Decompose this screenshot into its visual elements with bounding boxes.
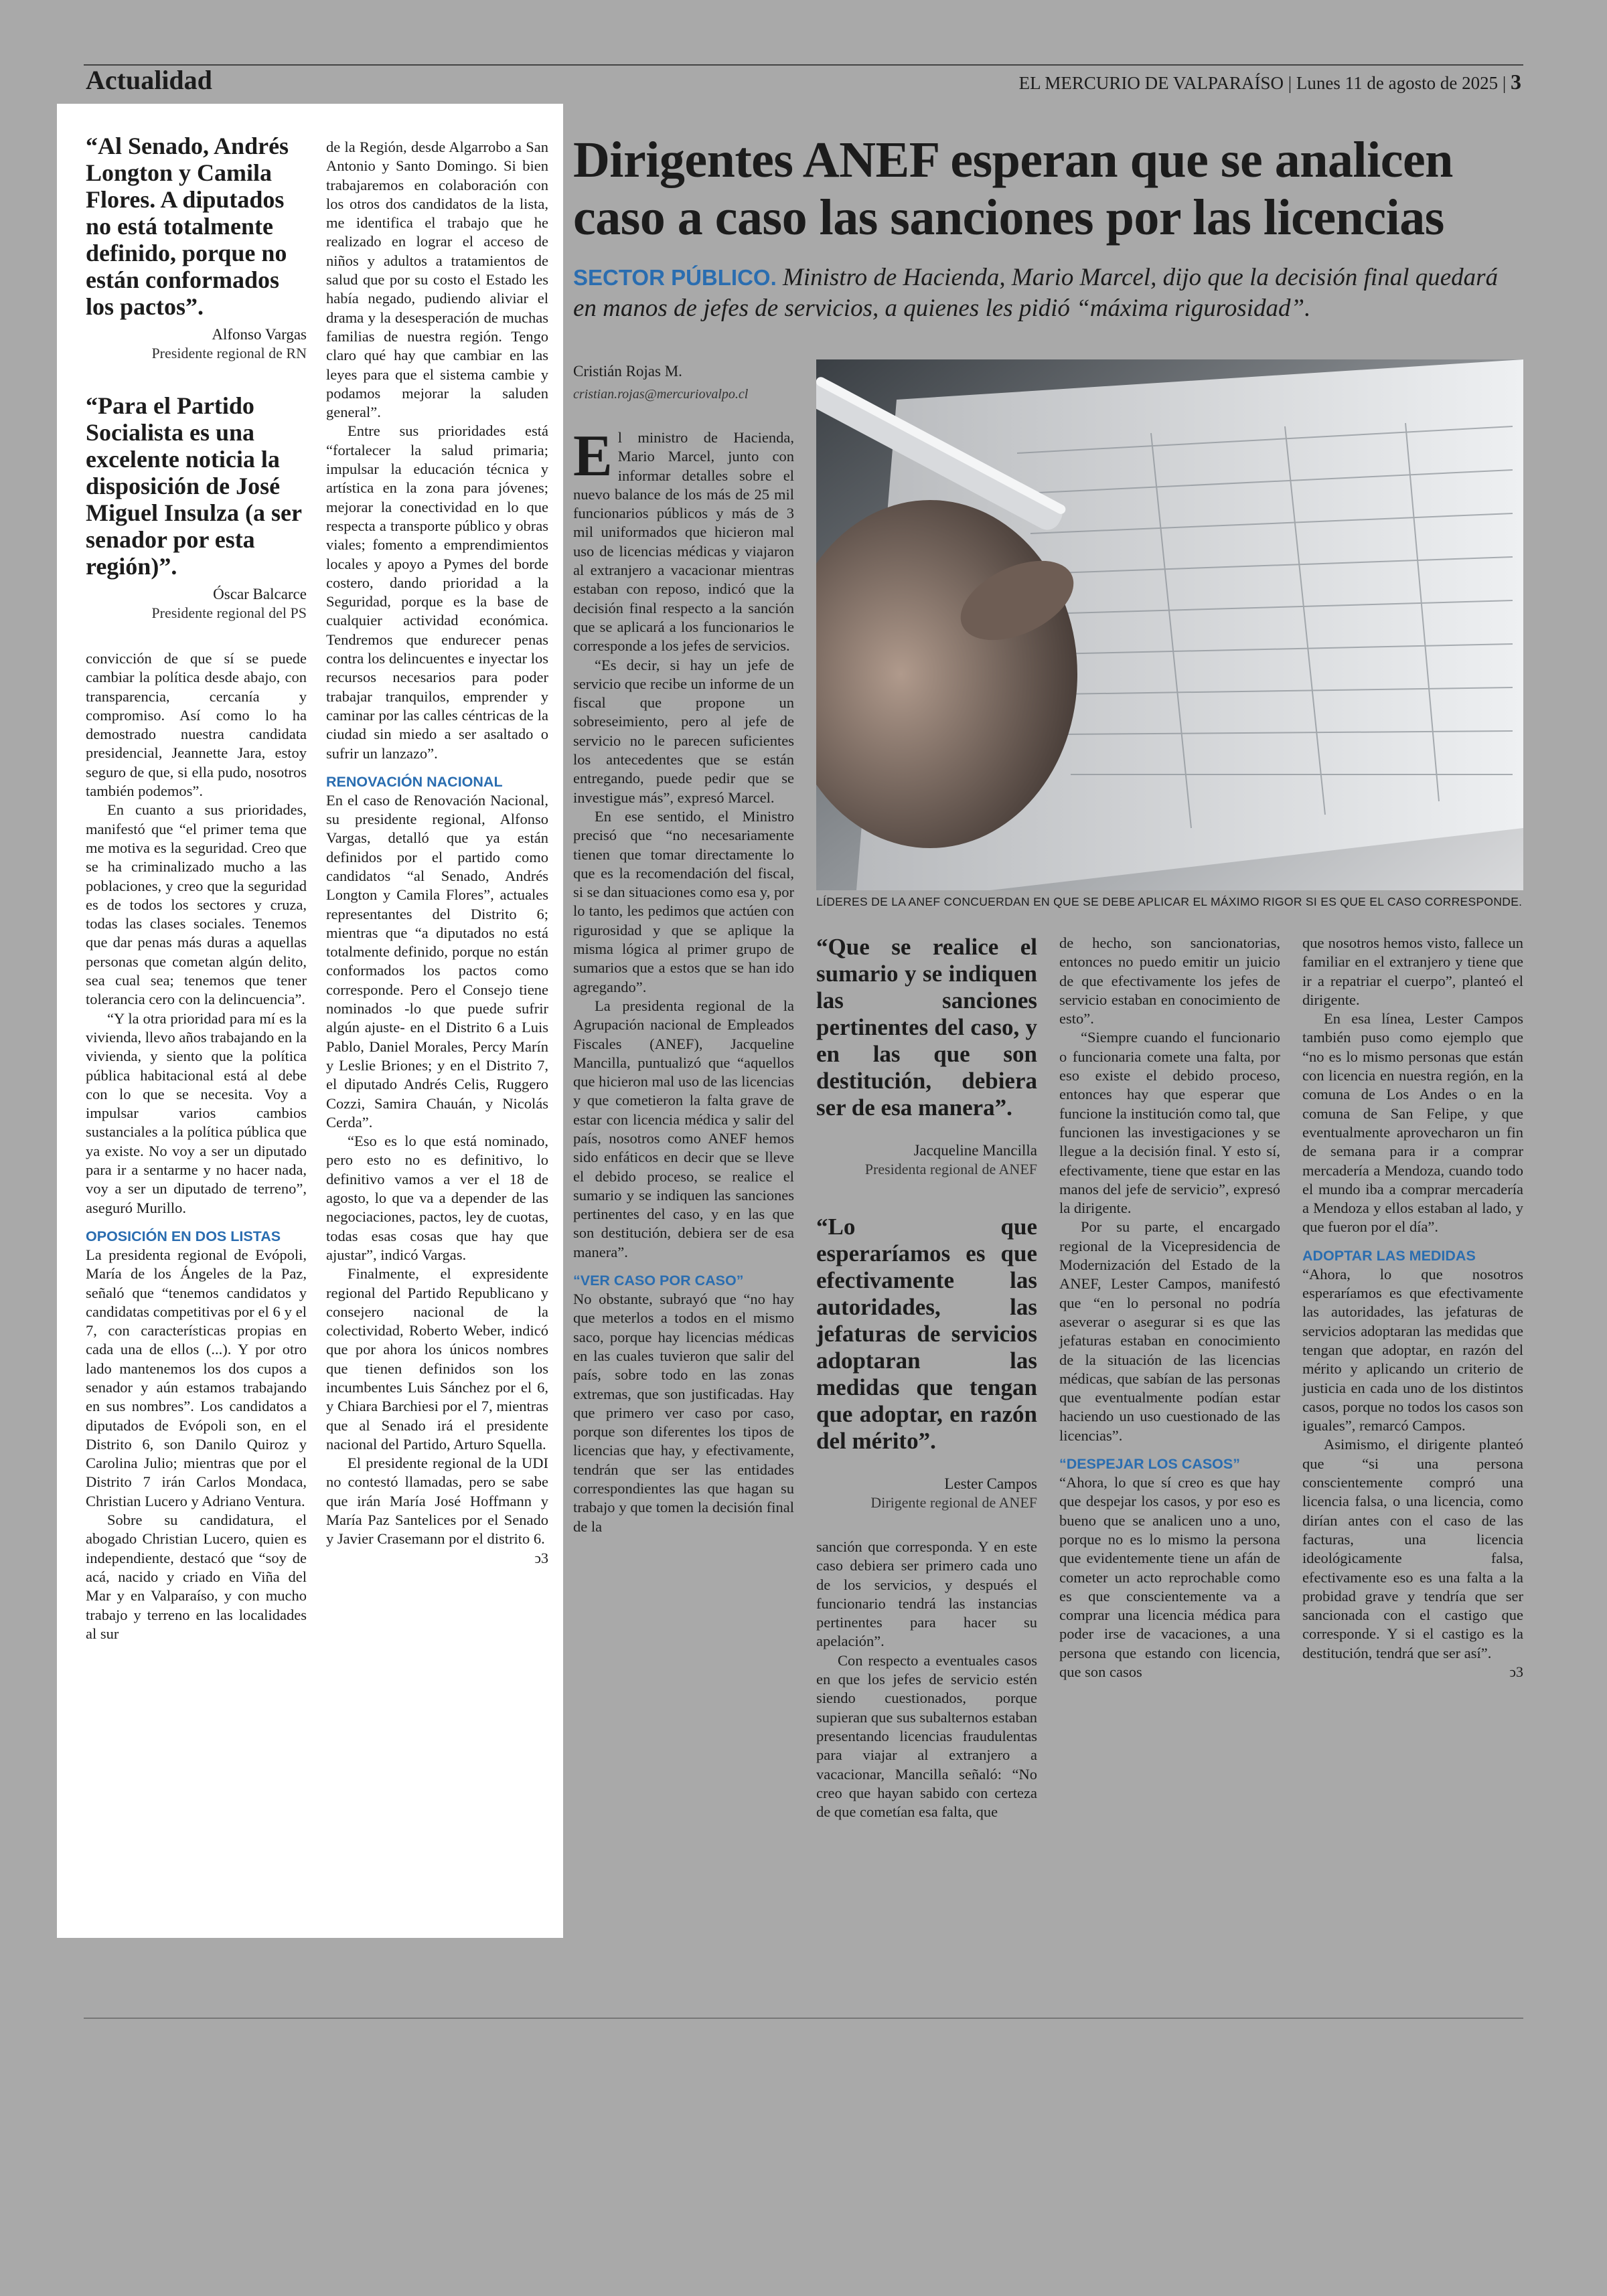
masthead-separator: |	[1502, 73, 1511, 93]
article-photo	[816, 359, 1523, 890]
paragraph: En esa línea, Lester Campos también puso como ejemplo que “no es lo mismo personas que están con licencia en nuestra región, en la comuna de Los Andes o en la comuna de San Felipe, y que eventualmente aprovecharon un fin de semana para ir a comprar mercadería a Mendoza, cuando todo el mundo iba a comprar mercadería a Mendoza y ellos estaban al lado, y que fueron por el día”.	[1302, 1010, 1523, 1236]
page-number: 3	[1511, 70, 1521, 94]
paragraph: Con respecto a eventuales casos en que los jefes de servicio estén siendo cuestionados, porque supieran que sus subalternos estaban presentando licencias fraudulentas para viajar al extranjero a vacacionar, Mancilla señaló: “No creo que hayan sabido con certeza de que cometían esa falta, que	[816, 1651, 1037, 1821]
paragraph: “Es decir, si hay un jefe de servicio que recibe un informe de un fiscal que propone un sobreseimiento, pero al jefe de servicio no le parecen suficientes los antecedentes que se están entregando, puede pedir que se investigue más”, expresó Marcel.	[573, 656, 794, 806]
main-col-2	[816, 934, 1037, 1512]
main-col-3	[1059, 934, 1280, 1682]
end-mark: ↄ3	[534, 1549, 548, 1566]
masthead-separator: |	[1288, 73, 1296, 93]
headline: Dirigentes ANEF esperan que se analicen caso a caso las sanciones por las licencias	[573, 132, 1453, 246]
publication-name: EL MERCURIO DE VALPARAÍSO	[1018, 73, 1284, 93]
paragraph: de la Región, desde Algarrobo a San Antonio y Santo Domingo. Si bien trabajaremos en colaboración con los otros dos candidatos de la lista, me identifica el trabajo que he realizado en lograr el acceso de niños y adultos a tratamientos de salud que por su costo el Estado les había negado, pudiendo aliviar el drama y la desesperación de muchas familias de nuestra región. Tengo claro qué hay que cambiar en las leyes para que el sistema cambie y podamos mejorar la saluden general”.	[326, 139, 548, 421]
subhead-despejar: “DESPEJAR LOS CASOS”	[1059, 1456, 1240, 1473]
deck	[573, 262, 1524, 324]
subhead-adoptar: ADOPTAR LAS MEDIDAS	[1302, 1247, 1476, 1264]
paragraph: Finalmente, el expresidente regional del Partido Republicano y consejero nacional de la colectividad, Roberto Weber, indicó que por ahora los únicos nombres que tienen definidos son los incumbentes Luis Sánchez por el 6, y Chiara Barchiesi por el 7, mientras que al Senado irá el presidente nacional del Partido, Arturo Squella.	[326, 1265, 548, 1453]
quote-role: Presidente regional de RN	[151, 345, 307, 361]
deck-text: Ministro de Hacienda, Mario Marcel, dijo que la decisión final quedará en manos de jefes de servicios, a quienes les pidió “máxima rigurosidad”.	[573, 264, 1499, 322]
subhead-oposicion: OPOSICIÓN EN DOS LISTAS	[86, 1228, 281, 1244]
pull-quote-mancilla: “Que se realice el sumario y se indiquen las sanciones pertinentes del caso, y en las que son destitución, debiera ser de esa manera”.	[816, 934, 1037, 1121]
paragraph: Entre sus prioridades está “fortalecer la salud primaria; impulsar la educación técnica y artística en la zona para jóvenes; mejorar la conectividad en lo que respecta a transporte público y obras viales; fomento a emprendimientos locales y apoyo a Pymes del borde costero, dando prioridad a la Seguridad, porque es la base de cualquier actividad económica. Tendremos que endurecer penas contra los delincuentes e inyectar los recursos necesarios para poder trabajar tranquilos, emprender y caminar por las calles céntricas de la ciudad sin miedo a ser asaltado o sufrir un lanzazo”.	[326, 422, 548, 762]
paragraph: La presidenta regional de Evópoli, María de los Ángeles de la Paz, señaló que “tenemos candidatos y candidatas competitivas por el 6 y el 7, con características propias en cada una de ellos (...). Y por otro lado mantenemos los dos cupos a senador y aún estamos trabajando en sus nombres”. Los candidatos a diputados de Evópoli son, en el Distrito 6, son Danilo Quiroz y Carolina Julio; mientras que por el Distrito 7 irán Carlos Mondaca, Christian Lucero y Adriano Ventura.	[86, 1246, 307, 1509]
quote-author: Jacqueline Mancilla	[913, 1142, 1037, 1159]
paragraph: En cuanto a sus prioridades, manifestó que “el primer tema que me motiva es la seguridad. Creo que se ha criminalizado mucho a las poblaciones, y creo que la seguridad es de todos los sectores y cruza, todas las clases sociales. Tenemos que dar penas más duras a aquellas personas que cometan algún delito, sea cual sea; tenemos que tener tolerancia cero con la delincuencia”.	[86, 801, 307, 1008]
quote-author: Lester Campos	[944, 1475, 1037, 1492]
quote-author: Alfonso Vargas	[212, 326, 307, 343]
quote-role: Presidente regional del PS	[151, 604, 307, 621]
drop-cap: E	[573, 424, 613, 489]
paragraph: “Y la otra prioridad para mí es la vivienda, llevo años trabajando en la vivienda, y siento que la política pública habitacional está al debe con lo que se necesita. Voy a impulsar varios cambios sustanciales a la política pública que ya existe. No voy a ser un diputado para ir a sentarme y no hacer nada, voy a ser un diputado de terreno”, aseguró Murillo.	[86, 1009, 307, 1216]
paragraph: En el caso de Renovación Nacional, su presidente regional, Alfonso Vargas, detalló que ya están definidos por el partido como candidatos “al Senado, Andrés Longton y Camila Flores”, actuales representantes del Distrito 6; mientras que “a diputados no está totalmente definido, porque no están conformados los pactos como corresponde. Pero el Consejo tiene nominados -lo que puede sufrir algún ajuste- en el Distrito 6 a Luis Pablo, Daniel Morales, Percy Marín y Leslie Briones; y en el Distrito 7, el diputado Andrés Celis, Ruggero Cozzi, Samira Chauán, y Nicolás Cerda”.	[326, 791, 548, 1131]
left-col-2	[326, 138, 548, 1568]
photo-caption: LÍDERES DE LA ANEF CONCUERDAN EN QUE SE DEBE APLICAR EL MÁXIMO RIGOR SI ES QUE EL CASO CORRESPONDE.	[816, 895, 1523, 908]
paragraph: Por su parte, el encargado regional de la Vicepresidencia de Modernización del Estado de la ANEF, Lester Campos, manifestó que “en lo personal no podría aseverar o asegurar si es que las jefaturas estaban en conocimiento de la situación de las licencias médicas, que sabían de las personas que eventualmente podían estar haciendo un uso cuestionado de las licencias”.	[1059, 1218, 1280, 1444]
kicker: SECTOR PÚBLICO.	[573, 265, 777, 290]
subhead-ver-caso: “VER CASO POR CASO”	[573, 1273, 744, 1289]
quote-author: Óscar Balcarce	[213, 586, 307, 602]
paragraph: de hecho, son sancionatorias, entonces no puedo emitir un juicio de que efectivamente los jefes de servicio estaban en conocimiento de esto”.	[1059, 934, 1280, 1028]
lead-paragraph	[573, 424, 794, 656]
paragraph: “Ahora, lo que nosotros esperaríamos es que efectivamente las autoridades, las jefaturas de servicios adoptaran las medidas que tengan que adoptar, en razón del mérito y aplicando un criterio de justicia en cada uno de los distintos casos, porque no todos los casos son iguales”, remarcó Campos.	[1302, 1265, 1523, 1434]
lead-text: l ministro de Hacienda, Mario Marcel, junto con informar detalles sobre el nuevo balance de los más de 25 mil funcionarios públicos y más de 3 mil uniformados que hicieron mal uso de licencias médicas y viajaron al extranjero a vacacionar mientras estaban con reposo, indicó que la decisión final respecto a la sanción que se aplicará a los funcionarios le corresponde a los jefes de servicios.	[573, 429, 794, 655]
masthead	[1019, 70, 1521, 94]
quote-role: Dirigente regional de ANEF	[870, 1494, 1037, 1511]
paragraph: convicción de que sí se puede cambiar la política desde abajo, con transparencia, cercanía y compromiso. Así como lo ha demostrado nuestra candidata presidencial, Jeannette Jara, estoy seguro de que, si ella pudo, nosotros también podemos”.	[86, 650, 307, 800]
paragraph: Sobre su candidatura, el abogado Christian Lucero, quien es independiente, destacó que “soy de acá, nacido y criado en Viña del Mar y en Valparaíso, y con mucho trabajo y terreno en las localidades al sur	[86, 1511, 307, 1642]
photo-illustration	[816, 359, 1523, 890]
pull-quote-balcarce: “Para el Partido Socialista es una excelente noticia la disposición de José Miguel Insulza (a ser senador por esta región)”.	[86, 392, 302, 580]
paragraph: En ese sentido, el Ministro precisó que “no necesariamente tienen que tomar directamente lo que es la recomendación del fiscal, si se dan situaciones como esa y, por lo tanto, les pedimos que actúen con rigurosidad y que se aplique la misma lógica al primer grupo de sumarios que a estos que se han ido agregando”.	[573, 807, 794, 995]
end-mark: ↄ3	[1509, 1663, 1523, 1680]
bottom-rule	[84, 2018, 1523, 2019]
quote-role: Presidenta regional de ANEF	[864, 1161, 1037, 1177]
paragraph: El presidente regional de la UDI no contestó llamadas, pero se sabe que irán María José Hoffmann y María Paz Santelices por el Senado y Javier Crasemann por el distrito 6.	[326, 1455, 548, 1548]
pull-quote-campos: “Lo que esperaríamos es que efectivamente las autoridades, las jefaturas de servicios adoptaran las medidas que tengan que adoptar, en razón del mérito”.	[816, 1214, 1037, 1454]
left-col-1	[86, 133, 307, 1643]
paragraph: que nosotros hemos visto, fallece un familiar en el extranjero y tiene que ir a repatriar el cuerpo”, planteó el dirigente.	[1302, 934, 1523, 1008]
paragraph: Asimismo, el dirigente planteó que “si una persona conscientemente compró una licencia falsa, o una licencia, como dirían antes con el caso de las facturas, una licencia ideológicamente falsa, efectivamente eso es una falta a la probidad grave y tendría que ser sancionada con el castigo que corresponde. Y si el castigo es la destitución, tendrá que ser así”.	[1302, 1436, 1523, 1661]
main-col-2-text	[816, 1538, 1037, 1821]
paragraph: La presidenta regional de la Agrupación nacional de Empleados Fiscales (ANEF), Jacqueline Mancilla, puntualizó que “aquellos que hicieron mal uso de las licencias y que cometieron la falta grave de estar con licencia médica y salir del país, nosotros como ANEF hemos sido enfáticos en decir que se lleve el debido proceso, se realice el sumario y se indiquen las sanciones pertinentes del caso, y en las que son destitución, debiera ser de esa manera”.	[573, 997, 794, 1260]
main-col-4	[1302, 934, 1523, 1682]
author-email: cristian.rojas@mercuriovalpo.cl	[573, 387, 749, 402]
section-label: Actualidad	[86, 65, 212, 95]
paragraph: “Siempre cuando el funcionario o funcionaria comete una falta, por eso existe el debido proceso, entonces hay que esperar que funcione la institución como tal, que funcionen las investigaciones y se llegue a la decisión final. Y esto sí, efectivamente, tiene que estar en las manos del jefe de servicio”, expresó la dirigente.	[1059, 1029, 1280, 1217]
publication-date: Lunes 11 de agosto de 2025	[1296, 73, 1499, 93]
paragraph: sanción que corresponda. Y en este caso debiera ser primero cada uno de los servicios, y después el funcionario tendrá las instancias pertinentes para hacer su apelación”.	[816, 1538, 1037, 1650]
paragraph: No obstante, subrayó que “no hay que meterlos a todos en el mismo saco, porque hay licencias médicas en las cuales tuvieron que salir del país, sobre todo en las zonas extremas, que son justificadas. Hay que primero ver caso por caso, porque son diferentes los tipos de licencias que hay, y efectivamente, tendrán que ser las entidades correspondientes las que hagan su trabajo y que tomen la decisión final de la	[573, 1291, 794, 1535]
paragraph: “Ahora, lo que sí creo es que hay que despejar los casos, y por eso es bueno que se analicen uno a uno, porque no es lo mismo la persona que evidentemente tiene un afán de cometer un acto reprochable como es que conscientemente va a comprar una licencia médica para poder irse de vacaciones, a una persona que estando con licencia, que son casos	[1059, 1474, 1280, 1680]
byline: Cristián Rojas M.	[573, 363, 682, 380]
subhead-renovacion: RENOVACIÓN NACIONAL	[326, 773, 503, 790]
pull-quote-vargas: “Al Senado, Andrés Longton y Camila Flores. A diputados no está totalmente definido, porque no están conformados los pactos”.	[86, 133, 289, 320]
top-rule	[84, 64, 1523, 66]
paragraph: “Eso es lo que está nominado, pero esto no es definitivo, lo definitivo vamos a ver el 18 de agosto, lo que va a depender de las negociaciones, pactos, ley de cuotas, todas esas cosas que hay que ajustar”, indicó Vargas.	[326, 1133, 548, 1263]
main-col-1	[573, 424, 794, 1536]
